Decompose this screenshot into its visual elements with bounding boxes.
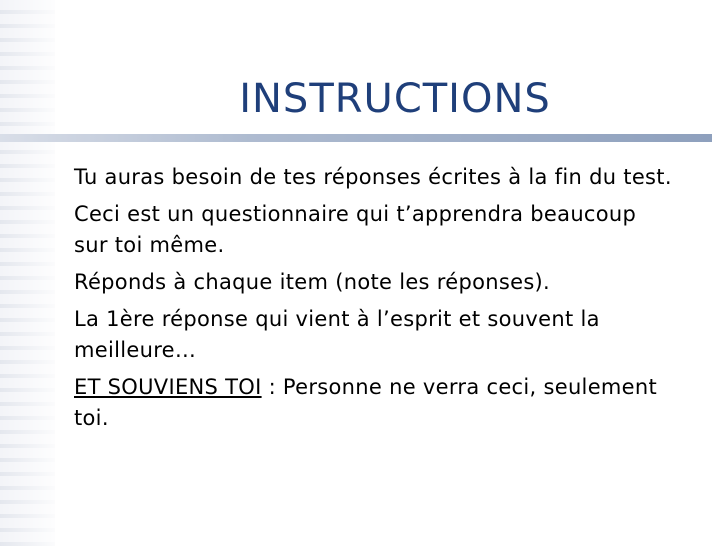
instruction-paragraph: Réponds à chaque item (note les réponses). bbox=[74, 270, 551, 294]
slide-title: INSTRUCTIONS bbox=[239, 76, 551, 122]
instructions-body bbox=[74, 162, 674, 440]
title-underline-rule bbox=[0, 134, 712, 142]
reminder-paragraph bbox=[74, 372, 674, 434]
instruction-paragraph: Tu auras besoin de tes réponses écrites à la fin du test. bbox=[74, 165, 672, 189]
instruction-paragraph: Ceci est un questionnaire qui t’apprendra beaucoup sur toi même. bbox=[74, 202, 637, 257]
instruction-paragraph: La 1ère réponse qui vient à l’esprit et souvent la meilleure… bbox=[74, 307, 600, 362]
reminder-text: : Personne ne verra ceci, seulement toi. bbox=[74, 375, 658, 430]
reminder-emphasis: ET SOUVIENS TOI bbox=[74, 375, 262, 399]
